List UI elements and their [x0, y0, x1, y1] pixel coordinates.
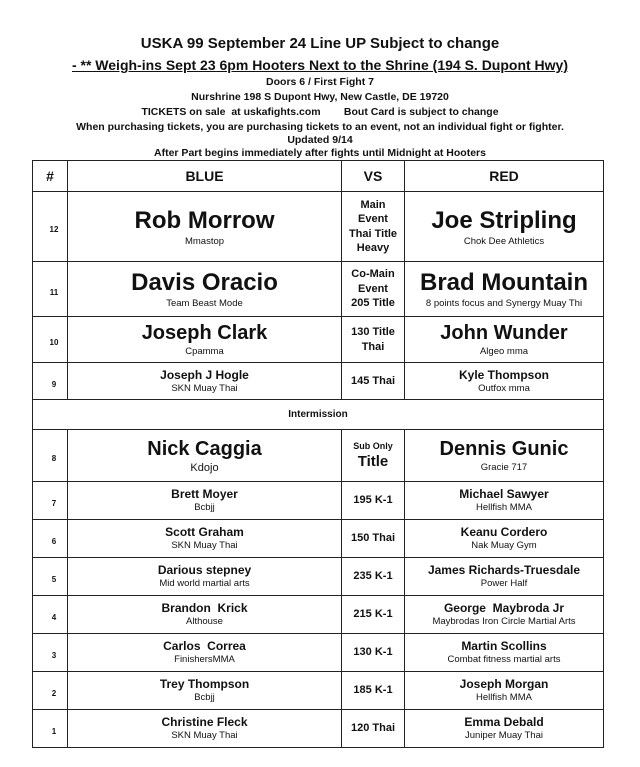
- purchase-note: When purchasing tickets, you are purchasing tickets to an event, not an individual fight or fighter.: [76, 121, 564, 133]
- blue-fighter-name: Darious stepney: [157, 563, 252, 577]
- bout-class: 145 Thai: [342, 363, 405, 400]
- blue-fighter-gym: Bcbjj: [194, 502, 215, 513]
- blue-corner: [68, 482, 342, 520]
- blue-corner: [68, 596, 342, 634]
- red-fighter-name: Dennis Gunic: [439, 438, 569, 460]
- blue-corner: [68, 430, 342, 482]
- bout-class: 185 K-1: [342, 672, 405, 710]
- red-corner: [405, 192, 604, 262]
- intermission-label: Intermission: [33, 400, 604, 430]
- bout-number: 6: [33, 520, 68, 558]
- blue-fighter-name: Nick Caggia: [147, 438, 262, 460]
- table-row: [33, 363, 604, 400]
- blue-fighter-gym: Mmastop: [184, 235, 225, 247]
- blue-fighter-gym: SKN Muay Thai: [171, 730, 238, 741]
- red-corner: [405, 634, 604, 672]
- blue-fighter-gym: Kdojo: [190, 462, 219, 474]
- blue-fighter-name: Christine Fleck: [161, 715, 248, 729]
- red-fighter-name: Joe Stripling: [431, 206, 577, 234]
- bout-class-title: Title: [357, 453, 389, 470]
- blue-fighter-name: Trey Thompson: [159, 677, 250, 691]
- red-fighter-gym: Hellfish MMA: [476, 692, 532, 703]
- doors-line: Doors 6 / First Fight 7: [266, 76, 374, 88]
- blue-fighter-name: Carlos Correa: [163, 639, 246, 653]
- blue-corner: [68, 363, 342, 400]
- bout-class: 130 K-1: [342, 634, 405, 672]
- header-vs: VS: [342, 161, 405, 192]
- header-red: RED: [405, 161, 604, 192]
- intermission-row: [33, 400, 604, 430]
- bout-class: Co-Main Event 205 Title: [342, 262, 405, 317]
- blue-corner: [68, 558, 342, 596]
- blue-fighter-name: Brandon Krick: [161, 601, 248, 615]
- bout-class: 195 K-1: [342, 482, 405, 520]
- bout-class: 130 Title Thai: [342, 317, 405, 363]
- bout-class: [342, 430, 405, 482]
- red-corner: [405, 520, 604, 558]
- red-corner: [405, 672, 604, 710]
- bout-number: 2: [33, 672, 68, 710]
- header-blue: BLUE: [68, 161, 342, 192]
- blue-fighter-name: Joseph J Hogle: [160, 367, 249, 382]
- red-corner: [405, 596, 604, 634]
- table-row: [33, 520, 604, 558]
- red-fighter-name: Keanu Cordero: [460, 525, 548, 539]
- bout-class: 215 K-1: [342, 596, 405, 634]
- red-corner: [405, 710, 604, 748]
- red-corner: [405, 363, 604, 400]
- red-fighter-gym: Gracie 717: [480, 462, 528, 473]
- bout-number: 9: [33, 363, 68, 400]
- table-row: [33, 262, 604, 317]
- blue-fighter-gym: FinishersMMA: [174, 654, 235, 665]
- red-fighter-gym: Juniper Muay Thai: [465, 730, 543, 741]
- venue-line: Nurshrine 198 S Dupont Hwy, New Castle, DE 19720: [191, 91, 449, 103]
- blue-fighter-gym: Team Beast Mode: [166, 298, 243, 309]
- table-row: [33, 596, 604, 634]
- red-fighter-gym: Power Half: [480, 578, 528, 589]
- red-fighter-name: Martin Scollins: [461, 639, 547, 653]
- bout-number: 5: [33, 558, 68, 596]
- table-row: [33, 672, 604, 710]
- red-fighter-gym: Chok Dee Athletics: [463, 235, 545, 247]
- table-row: [33, 192, 604, 262]
- blue-corner: [68, 262, 342, 317]
- red-fighter-name: George Maybroda Jr: [443, 601, 565, 615]
- red-fighter-name: Emma Debald: [464, 715, 544, 729]
- bout-number: 4: [33, 596, 68, 634]
- blue-corner: [68, 520, 342, 558]
- event-title: USKA 99 September 24 Line UP Subject to change: [140, 35, 500, 52]
- red-corner: [405, 317, 604, 363]
- red-fighter-name: Joseph Morgan: [459, 677, 549, 691]
- red-fighter-gym: Combat fitness martial arts: [447, 654, 561, 665]
- blue-corner: [68, 634, 342, 672]
- red-corner: [405, 430, 604, 482]
- bout-class: 235 K-1: [342, 558, 405, 596]
- bout-class: 150 Thai: [342, 520, 405, 558]
- blue-fighter-name: Brett Moyer: [171, 487, 238, 501]
- table-row: [33, 430, 604, 482]
- weigh-ins-line: - ** Weigh-ins Sept 23 6pm Hooters Next to the Shrine (194 S. Dupont Hwy): [71, 57, 569, 73]
- bout-number: 10: [33, 317, 68, 363]
- blue-fighter-gym: Bcbjj: [194, 692, 215, 703]
- red-fighter-gym: Outfox mma: [478, 382, 530, 394]
- blue-corner: [68, 672, 342, 710]
- blue-fighter-gym: Cpamma: [185, 346, 224, 357]
- bout-number: 1: [33, 710, 68, 748]
- bout-class-type: Sub Only: [353, 441, 393, 451]
- bout-number: 7: [33, 482, 68, 520]
- table-row: [33, 634, 604, 672]
- blue-fighter-gym: Althouse: [186, 616, 223, 627]
- bout-number: 12: [33, 192, 68, 262]
- header-num: #: [33, 161, 68, 192]
- blue-fighter-name: Scott Graham: [165, 525, 244, 539]
- bout-class: Main Event Thai Title Heavy: [342, 192, 405, 262]
- red-corner: [405, 262, 604, 317]
- blue-corner: [68, 710, 342, 748]
- blue-corner: [68, 317, 342, 363]
- bout-number: 3: [33, 634, 68, 672]
- blue-fighter-name: Joseph Clark: [141, 322, 268, 344]
- after-party-line: After Part begins immediately after fights until Midnight at Hooters: [154, 147, 486, 159]
- blue-fighter-gym: SKN Muay Thai: [171, 382, 238, 394]
- red-fighter-name: James Richards-Truesdale: [427, 563, 581, 577]
- red-fighter-gym: Nak Muay Gym: [471, 540, 537, 551]
- red-corner: [405, 482, 604, 520]
- red-fighter-name: John Wunder: [440, 322, 568, 344]
- bout-number: 8: [33, 430, 68, 482]
- red-fighter-gym: Maybrodas Iron Circle Martial Arts: [432, 616, 576, 627]
- table-row: [33, 317, 604, 363]
- bout-number: 11: [33, 262, 68, 317]
- bout-table: [32, 160, 604, 748]
- red-fighter-gym: Hellfish MMA: [476, 502, 532, 513]
- blue-corner: [68, 192, 342, 262]
- red-fighter-name: Michael Sawyer: [459, 487, 549, 501]
- red-fighter-name: Brad Mountain: [420, 269, 588, 296]
- blue-fighter-gym: SKN Muay Thai: [171, 540, 238, 551]
- bout-class: 120 Thai: [342, 710, 405, 748]
- table-row: [33, 558, 604, 596]
- table-row: [33, 482, 604, 520]
- blue-fighter-name: Rob Morrow: [134, 206, 275, 234]
- table-header-row: [33, 161, 604, 192]
- red-fighter-gym: 8 points focus and Synergy Muay Thi: [425, 298, 583, 309]
- tickets-line: TICKETS on sale at uskafights.com Bout Card is subject to change: [141, 106, 499, 118]
- updated-line: Updated 9/14: [287, 134, 353, 146]
- table-row: [33, 710, 604, 748]
- blue-fighter-gym: Mid world martial arts: [159, 578, 250, 589]
- red-fighter-gym: Algeo mma: [479, 346, 529, 357]
- red-corner: [405, 558, 604, 596]
- blue-fighter-name: Davis Oracio: [131, 269, 278, 296]
- red-fighter-name: Kyle Thompson: [458, 367, 549, 382]
